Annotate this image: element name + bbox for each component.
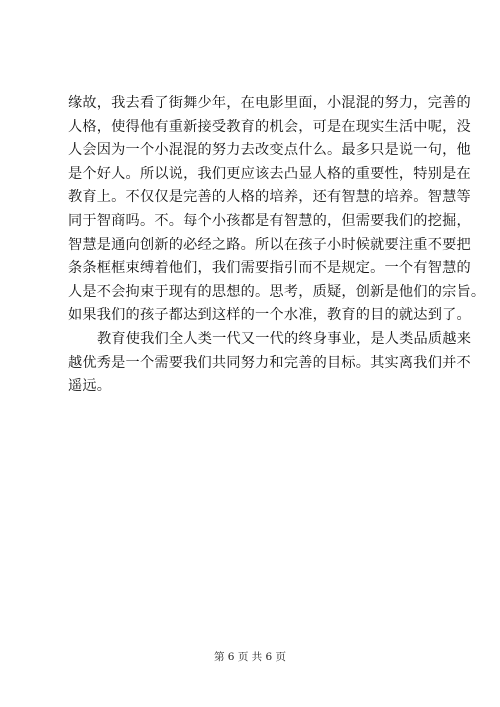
paragraph-line: 智慧是通向创新的必经之路。所以在孩子小时候就要注重不要把 xyxy=(68,236,471,253)
paragraph-line: 是个好人。所以说，我们更应该去凸显人格的重要性，特别是在 xyxy=(68,165,471,182)
paragraph-line: 越优秀是一个需要我们共同努力和完善的目标。其实离我们并不 xyxy=(68,354,471,371)
paragraph-line: 缘故，我去看了街舞少年，在电影里面，小混混的努力，完善的 xyxy=(68,95,471,111)
paragraph-line: 如果我们的孩子都达到这样的一个水准，教育的目的就达到了。 xyxy=(68,307,471,324)
paragraph-1 xyxy=(68,92,486,328)
paragraph-line: 人会因为一个小混混的努力去改变点什么。最多只是说一句，他 xyxy=(68,142,471,159)
page-number-footer: 第 6 页 共 6 页 xyxy=(213,651,287,663)
paragraph-line: 人是不会拘束于现有的思想的。思考，质疑，创新是他们的宗旨。 xyxy=(68,283,486,300)
body-text xyxy=(68,92,486,399)
paragraph-line: 教育上。不仅仅是完善的人格的培养，还有智慧的培养。智慧等 xyxy=(68,189,471,206)
paragraph-2 xyxy=(68,328,472,399)
paragraph-line: 教育使我们全人类一代又一代的终身事业，是人类品质越来 xyxy=(97,330,472,347)
paragraph-line: 遥远。 xyxy=(68,378,112,395)
paragraph-line: 条条框框束缚着他们，我们需要指引而不是规定。一个有智慧的 xyxy=(68,260,471,277)
paragraph-line: 同于智商吗。不。每个小孩都是有智慧的，但需要我们的挖掘， xyxy=(68,212,471,229)
paragraph-line: 人格，使得他有重新接受教育的机会，可是在现实生活中呢，没 xyxy=(68,118,471,135)
